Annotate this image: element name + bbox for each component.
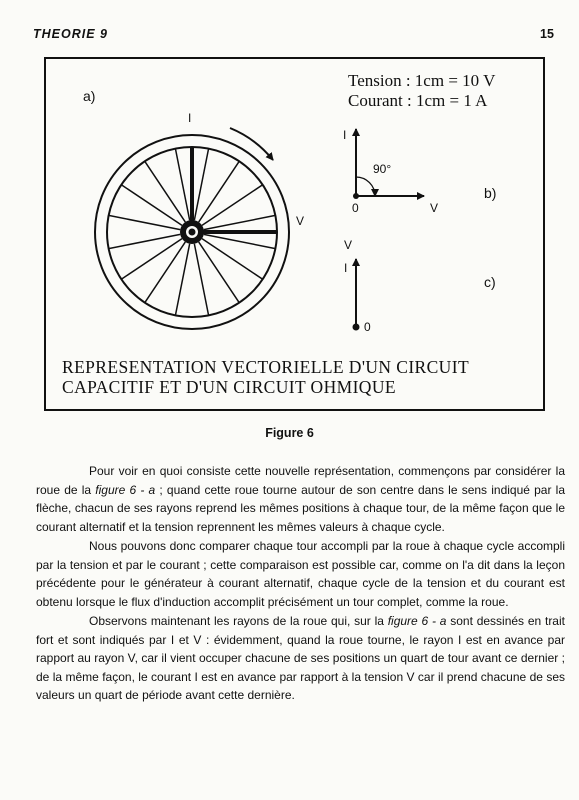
paragraph-3: Observons maintenant les rayons de la roue qui, sur la figure 6 - a sont dessinés en trait fort et sont indiqués par I et V : évidemment, quand la roue tourne, le rayon I est en avance par rapport au rayon V, car il vient occuper chacune de ses positions un quart de tour avant ce dernier ; de la même façon, le courant I est en avance par rapport à la tension V car il prend chacune de ses valeurs un quart de période avant cette dernière. — [36, 614, 565, 702]
c-label-i: I — [344, 261, 348, 275]
wheel-label-i: I — [188, 111, 192, 125]
b-label-origin: 0 — [352, 201, 359, 215]
wheel-diagram — [95, 128, 289, 329]
label-c: c) — [484, 274, 496, 290]
page-number: 15 — [540, 27, 554, 41]
figure-title — [62, 357, 537, 397]
vector-diagram-c — [353, 259, 360, 331]
figure-6 — [44, 57, 545, 411]
label-a: a) — [83, 88, 96, 104]
c-label-origin: 0 — [364, 320, 371, 334]
b-label-i: I — [343, 128, 347, 142]
figure-caption: Figure 6 — [265, 426, 314, 440]
figure-title-line2: CAPACITIF ET D'UN CIRCUIT OHMIQUE — [62, 377, 396, 397]
figure-title-line1: REPRESENTATION VECTORIELLE D'UN CIRCUIT — [62, 357, 470, 377]
b-label-angle: 90° — [373, 162, 392, 176]
paragraph-2: Nous pouvons donc comparer chaque tour accompli par la roue à chaque cycle accompli par la tension et par le courant ; cette comparaison est possible car, comme on l'a dit dans la leçon précédente pour le générateur à courant alternatif, chaque cycle de la tension et du courant est obtenu lorsque le flux d'induction accomplit précisément un tour complet, comme la roue. — [36, 539, 565, 609]
wheel-label-v: V — [296, 214, 305, 228]
c-label-v: V — [344, 238, 353, 252]
current-scale: Courant : 1cm = 1 A — [348, 91, 488, 110]
paragraph-1: Pour voir en quoi consiste cette nouvelle représentation, commençons par considérer la roue de la figure 6 - a ; quand cette roue tourne autour de son centre dans le sens indiqué par la flèche, chacun de ses rayons reprend les mêmes positions à chaque tour, de la même façon que le courant alternatif et la tension reprennent les mêmes valeurs à chaque cycle. — [36, 464, 565, 534]
voltage-scale: Tension : 1cm = 10 V — [348, 71, 496, 90]
label-b: b) — [484, 185, 497, 201]
figure-reference: figure 6 - a — [95, 482, 156, 497]
b-label-v: V — [430, 201, 439, 215]
running-header: THEORIE 9 — [33, 27, 108, 41]
body-text — [36, 462, 565, 706]
figure-reference: figure 6 - a — [387, 614, 447, 628]
